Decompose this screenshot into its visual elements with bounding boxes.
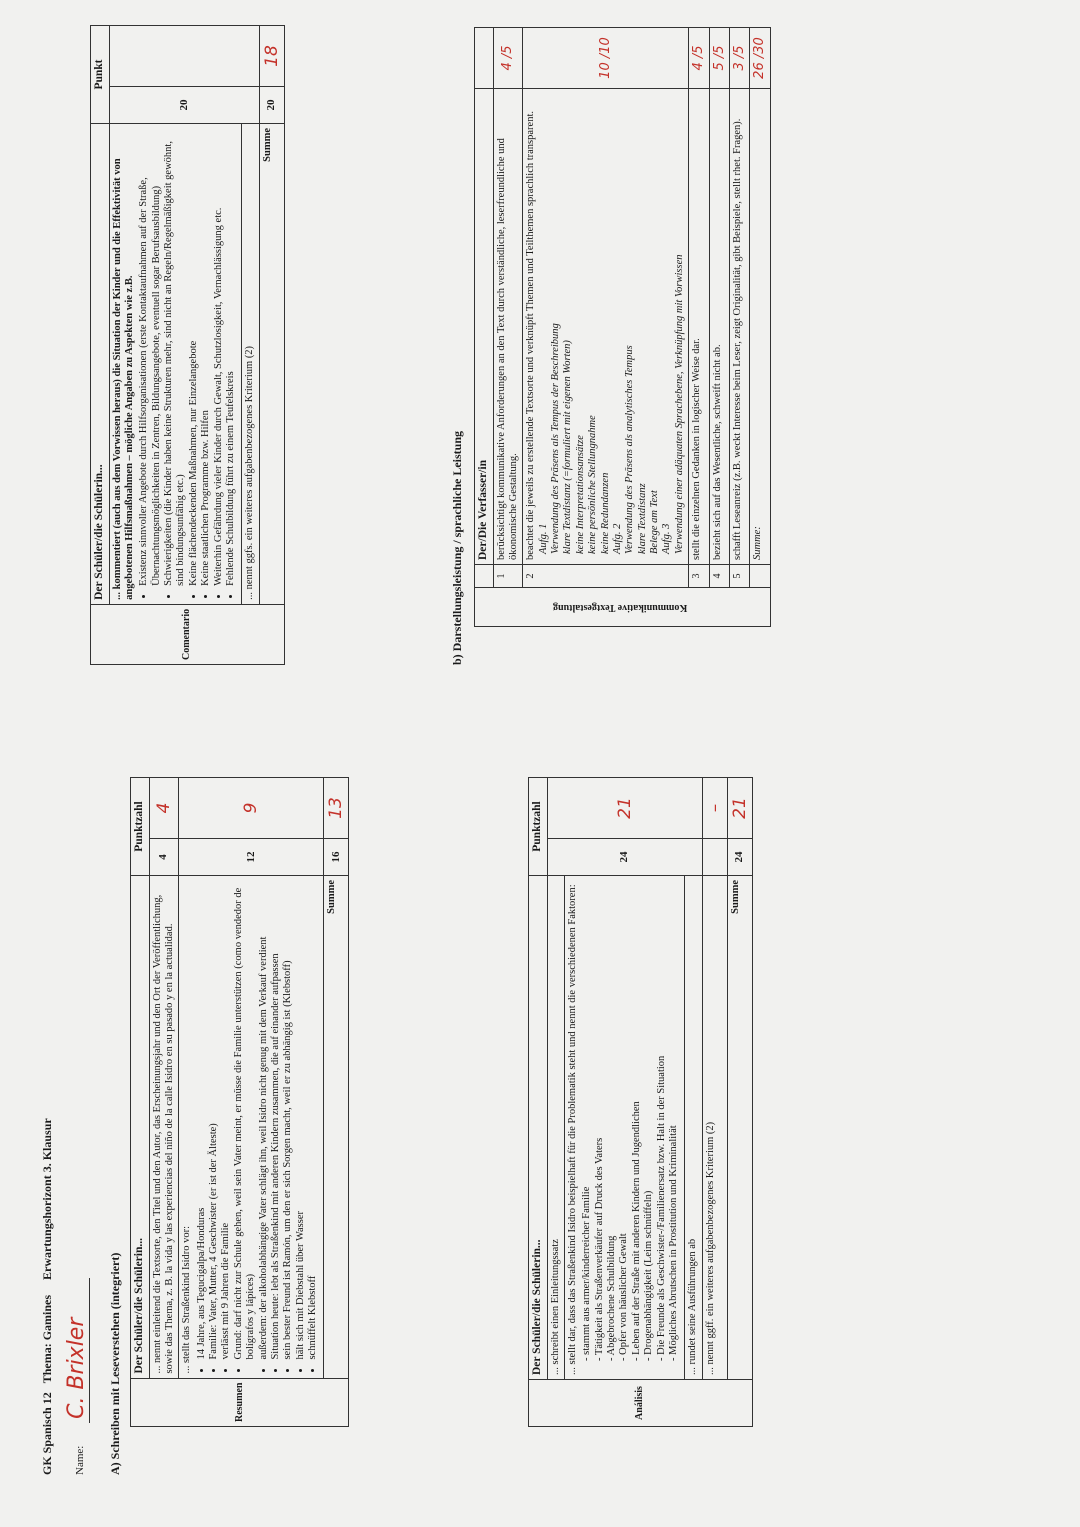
awarded-points: 3 /5 [729,28,749,89]
name-line [64,1278,90,1475]
row-number: 1 [493,565,523,588]
summe-label: Summe [324,876,349,1379]
course-label: GK Spanisch 12 [40,1392,54,1475]
criterion-subitem: Aufg. 3 [661,523,673,554]
empty-cell [750,565,770,588]
summe-max: 24 [727,839,752,876]
list-item: • Familie: Vater, Mutter, 4 Geschwister (er ist der Älteste) [208,880,220,1360]
analisis-table [528,777,753,1427]
resumen-points-header: Punktzahl [131,778,150,876]
table-row [685,778,702,1427]
resumen-row-intro: ... nennt einleitend die Textsorte, den Titel und den Autor, das Erscheinungsjahr und den Ort der Veröffentlichung, sowie das Thema, z. B. la vida y las experiencias del niño de la calle Isidro en su pasado y en la actualidad. [149,876,179,1379]
criterion-cell [689,89,709,565]
list-item: - Leben auf der Straße mit anderen Kindern und Jugendlichen [631,880,643,1361]
awarded-points: 5 /5 [709,28,729,89]
resumen-row-isidro [179,876,324,1379]
criterion-subitem: Aufg. 2 [611,523,623,554]
analisis-row4: ... nennt ggff. ein weiteres aufgabenbezogenes Kriterium (2) [702,876,727,1380]
criterion-cell [523,89,689,565]
awarded-points: 4 /5 [689,28,709,89]
awarded-points: 10 /10 [523,28,689,89]
course-title [40,1118,54,1475]
student-name: C. Brixler [64,1278,90,1423]
summe-label: Summe [727,876,752,1380]
max-points: 20 [109,87,259,124]
max-points: 12 [179,839,324,876]
summe-max: 16 [324,839,349,876]
awarded-points [109,26,259,87]
criterion-subitem: keine Redundanzen [599,472,611,554]
list-item: - stammt aus armer/kinderreicher Familie [581,880,593,1361]
summe-row [727,778,752,1427]
analisis-row3: ... rundet seine Ausführungen ab [685,876,702,1380]
analisis-points-header: Punktzahl [529,778,548,876]
section-b-header: Der/Die Verfasser/in [475,89,494,565]
table-row [689,28,709,627]
list-item: • Keine flächendeckenden Maßnahmen, nur Einzelangebote [188,128,200,586]
analisis-side-label: Análisis [529,1380,753,1427]
row-number: 2 [523,565,689,588]
criterion-subitem: klare Textdistanz [636,483,648,554]
criterion-subitem: Verwendung einer adäquaten Sprachebene, Verknüpfung mit Vorwissen [673,254,685,554]
max-points: 24 [547,839,702,876]
list-item: • Grund: darf nicht zur Schule gehen, weil sein Vater meint, er müsse die Familie unterstützen (como vendedor de bolígrafos y lápices) [233,880,258,1360]
awarded-points: 4 /5 [493,28,523,89]
table-row [493,28,523,627]
criterion-text: berücksichtigt kommunikative Anforderungen an den Text durch verständliche, leserfreundliche und ökonomische Gestaltung. [495,138,519,560]
section-b-side-label: Kommunikative Textgestaltung [553,601,688,613]
list-item: • Weiterhin Gefährdung vieler Kinder durch Gewalt, Schutzlosigkeit, Vernachlässigung etc. [213,128,225,586]
analisis-list [581,880,680,1361]
comentario-header: Der Schüler/die Schülerin... [91,124,110,605]
summe-row [324,778,349,1427]
list-item: - Drogenabhängigkeit (Leim schnüffeln) [643,880,655,1361]
summe-row [259,26,284,665]
section-b-body [475,28,771,627]
section-b-title: b) Darstellungsleistung / sprachliche Leistung [450,430,464,665]
resumen-list [196,880,320,1360]
comentario-row1 [109,124,242,605]
awarded-points: – [702,778,727,839]
section-b-table [474,27,771,627]
empty-cell [702,839,727,876]
row-number: 4 [709,565,729,588]
resumen-table [130,777,349,1427]
analisis-row2 [564,876,684,1380]
comentario-list [138,128,237,586]
criterion-subitem: Verwendung des Präsens als analytisches Tempus [624,345,636,554]
analisis-row2-intro: ... stellt dar, dass das Straßenkind Isidro beispielhaft für die Problematik steht und nennt die verschiedenen Faktoren: [566,884,578,1375]
awarded-points: 9 [179,778,324,839]
section-a-title: A) Schreiben mit Leseverstehen (integriert) [108,1252,122,1475]
row-number: 5 [729,565,749,588]
list-item: • schnüffelt Klebstoff [307,880,319,1360]
resumen-header: Der Schüler/die Schülerin... [131,876,150,1379]
list-item: • Existenz sinnvoller Angebote durch Hilfsorganisationen (erste Kontaktaufnahmen auf der Straße, Übernachtungsmöglichkeiten in Zentren, Bildungsangebote, eventuell sogar Berufsausbildung) [138,128,163,586]
max-points: 4 [149,839,179,876]
table-row [149,778,179,1427]
list-item: • Keine staatlichen Programme bzw. Hilfen [200,128,212,586]
table-row [179,778,324,1427]
list-item: - Die Freunde als Geschwister-/Familienersatz bzw. Halt in der Situation [656,880,668,1361]
name-label: Name: [74,1445,86,1475]
table-row [547,778,564,1427]
subtitle-label: Erwartungshorizont 3. Klausur [40,1118,54,1280]
criterion-subitem: Belege am Text [649,490,661,554]
summe-awarded: 26 /30 [750,28,770,89]
analisis-header: Der Schüler/die Schülerin... [529,876,548,1380]
analisis-row1: ... schreibt einen Einleitungssatz [547,876,564,1380]
criterion-subitem: keine persönliche Stellungnahme [587,415,599,554]
resumen-side-label: Resumen [131,1378,349,1426]
table-row [564,778,684,1427]
list-item: • sein bester Freund ist Ramón, um den er sich Sorgen macht, weil er zu abhängig ist (Klebstoff) [282,880,294,1360]
comentario-row1-intro: ... kommentiert (auch aus dem Vorwissen heraus) die Situation der Kinder und die Effektivität von angebotenen Hilfsmaßnahmen – mögliche Angaben zu Aspekten wie z.B. [111,158,135,600]
criterion-text: schafft Leseanreiz (z.B. weckt Interesse beim Leser, zeigt Originalität, gibt Beispiele, stellt rhet. Fragen). [731,118,743,560]
criterion-subitem: keine Interpretationsansätze [574,435,586,554]
list-item: • Schwierigkeiten (die Kinder haben keine Strukturen mehr, sind nicht an Regeln/Regelmäßigkeit gewöhnt, sind bindungsunfähig etc.) [163,128,188,586]
row-number: 3 [689,565,709,588]
criterion-subitem: Aufg. 1 [537,523,549,554]
table-row [709,28,729,627]
summe-awarded: 13 [324,778,349,839]
summe-awarded: 18 [259,26,284,87]
summe-label: Summe [259,124,284,605]
empty-cell [475,565,494,588]
criterion-cell [729,89,749,565]
list-item: - Opfer von häuslicher Gewalt [618,880,630,1361]
table-row [523,28,689,627]
summe-max: 20 [259,87,284,124]
comentario-row2: ... nennt ggfs. ein weiteres aufgabenbezogenes Kriterium (2) [242,124,259,605]
summe-row [750,28,770,627]
empty-cell [475,28,494,89]
list-item: • verlässt mit 9 Jahren die Familie [220,880,232,1360]
criterion-subitem: klare Textdistanz (=formuliert mit eigenen Worten) [562,340,574,554]
summe-awarded: 21 [727,778,752,839]
list-item: - Tätigkeit als Straßenverkäufer auf Druck des Vaters [594,880,606,1361]
criterion-text: beachtet die jeweils zu erstellende Textsorte und verknüpft Themen und Teilthemen sprachlich transparent. [525,110,537,560]
table-row [109,26,242,665]
list-item: • hält sich mit Diebstahl über Wasser [295,880,307,1360]
criterion-cell [709,89,729,565]
criterion-subitem: Verwendung des Präsens als Tempus der Beschreibung [550,323,562,554]
summe-label: Summe: [750,89,770,565]
theme-label: Thema: Gamines [40,1294,54,1384]
section-b-side [475,588,771,627]
awarded-points: 4 [149,778,179,839]
list-item: • Fehlende Schulbildung führt zu einem Teufelskreis [225,128,237,586]
comentario-table [90,25,285,665]
comentario-points-header: Punkt [91,26,110,124]
table-row [729,28,749,627]
list-item: - Mögliches Abrutschen in Prostitution und Kriminalität [668,880,680,1361]
criterion-cell [493,89,523,565]
list-item: • 14 Jahre, aus Tegucigalpa/Honduras [196,880,208,1360]
awarded-points: 21 [547,778,702,839]
resumen-row2-intro: ... stellt das Straßenkind Isidro vor: [181,1225,193,1374]
list-item: • Situation heute: lebt als Straßenkind mit anderen Kindern zusammen, die auf einander aufpassen [270,880,282,1360]
table-row [702,778,727,1427]
comentario-side-label: Comentario [91,604,285,664]
list-item: - Abgebrochene Schulbildung [606,880,618,1361]
criterion-text: bezieht sich auf das Wesentliche, schweift nicht ab. [711,344,723,560]
list-item: • außerdem: der alkoholabhängige Vater schlägt ihn, weil Isidro nicht genug mit dem Verkauf verdient [258,880,270,1360]
criterion-text: stellt die einzelnen Gedanken in logischer Weise dar. [691,338,703,560]
